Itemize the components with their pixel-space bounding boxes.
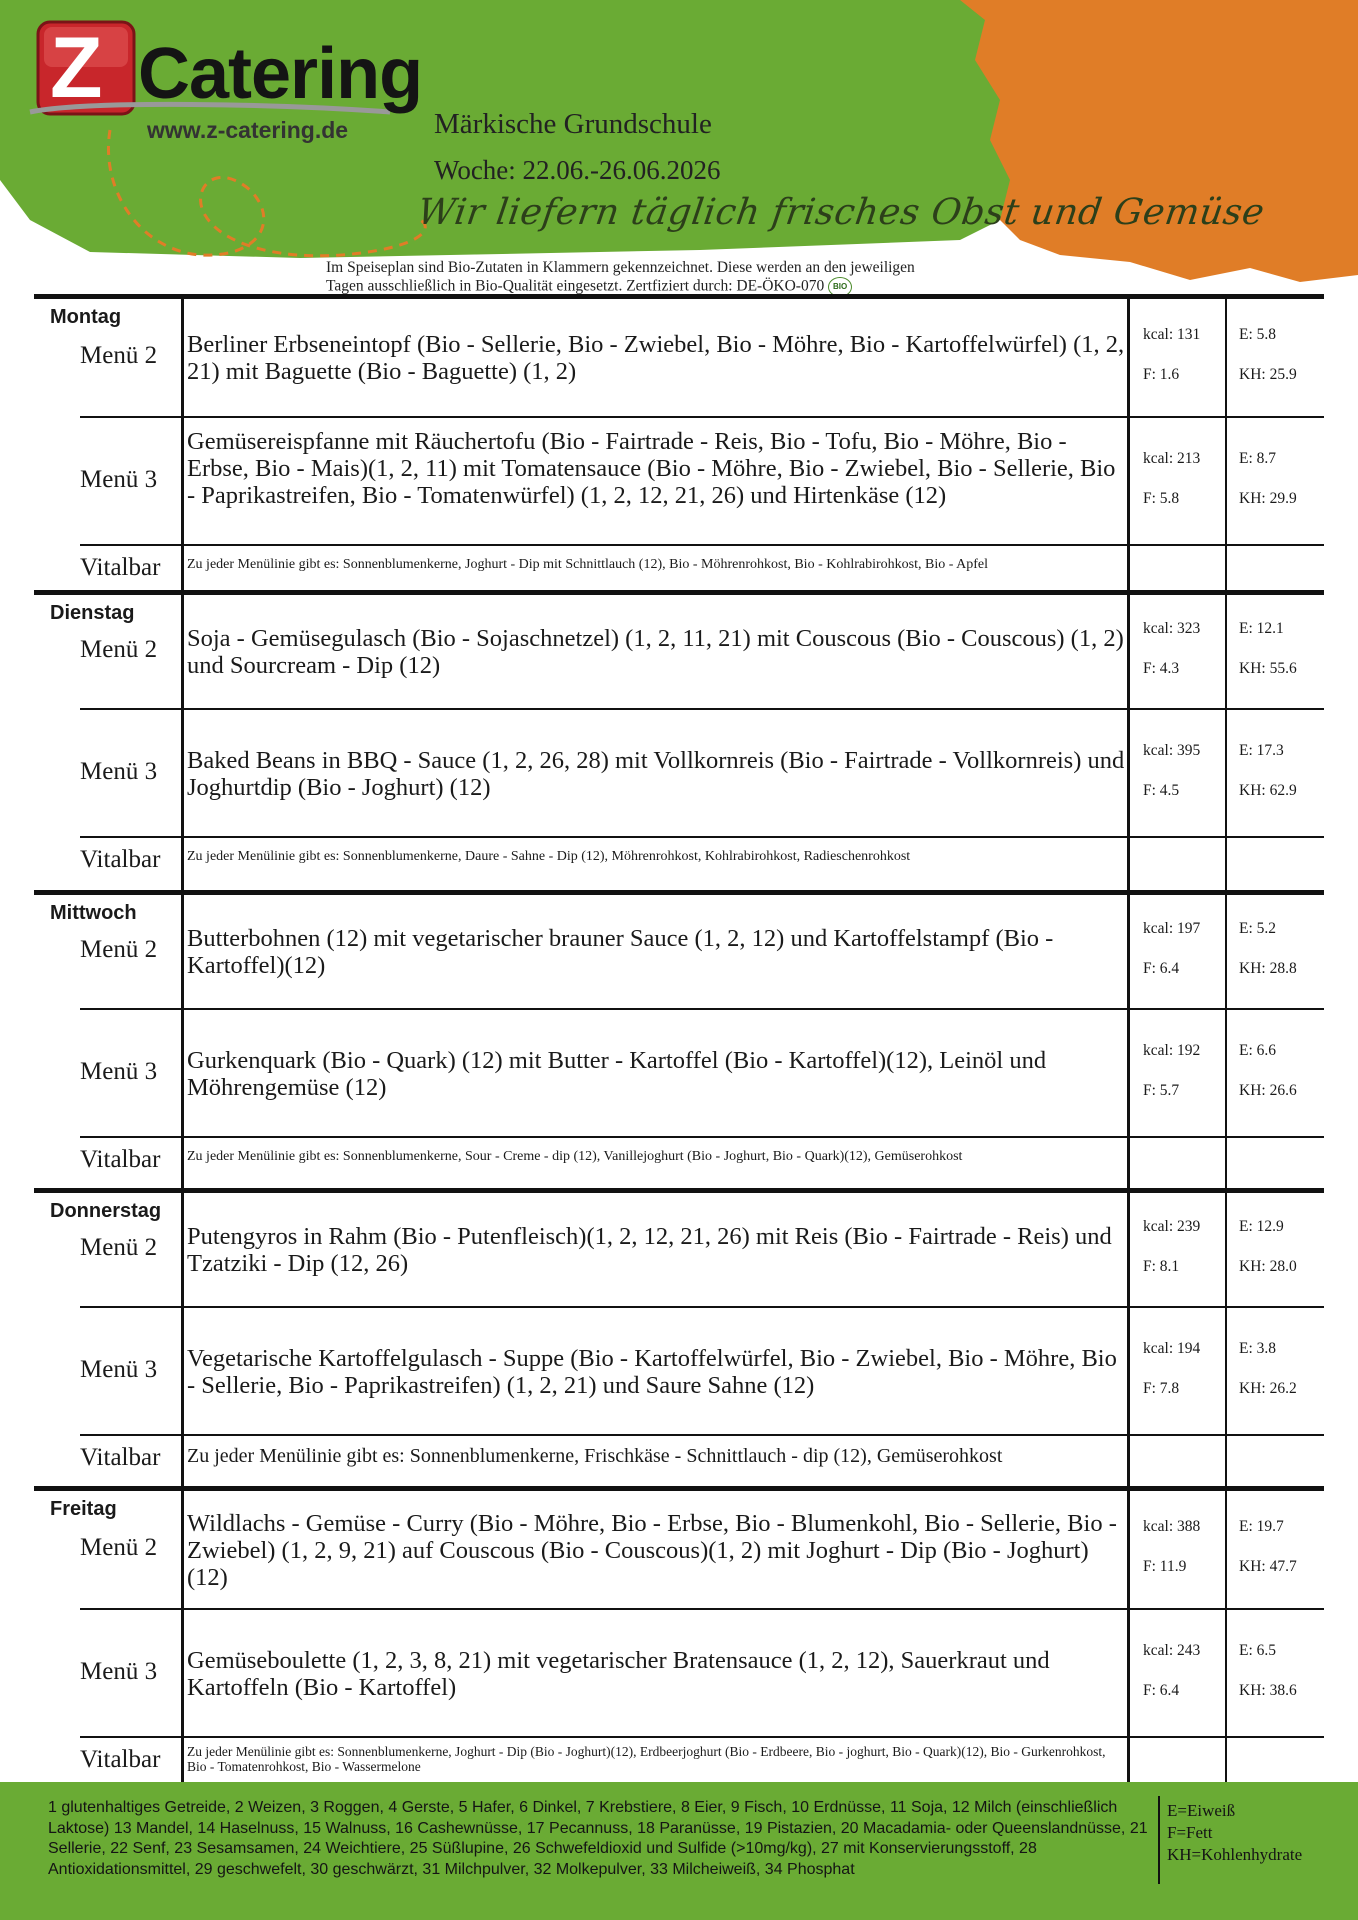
legend-divider [1158, 1796, 1160, 1884]
row-separator [80, 1736, 1324, 1738]
nutrition-f: F: 1.6 [1143, 366, 1180, 383]
bio-badge-icon: BIO [828, 277, 852, 297]
nutrition-e: E: 5.8 [1239, 326, 1277, 343]
nutrition-kh: KH: 29.9 [1239, 490, 1297, 507]
vitalbar-text: Zu jeder Menülinie gibt es: Sonnenblumenkerne, Daure - Sahne - Dip (12), Möhrenrohkost, Kohlrabirohkost, Radieschenrohkost [187, 849, 911, 864]
menu-label: Menü 3 [80, 758, 158, 785]
nutrition-kcal: kcal: 197 [1143, 920, 1201, 937]
menu-label: Menü 2 [80, 1534, 158, 1561]
nutrition-f: F: 4.3 [1143, 660, 1180, 677]
nutrition-e: E: 6.5 [1239, 1642, 1277, 1659]
menu-description: Wildlachs - Gemüse - Curry (Bio - Möhre, Bio - Erbse, Bio - Blumenkohl, Bio - Sellerie, Bio - Zwiebel) (1, 2, 9, 21) auf Couscous (Bio - Couscous)(1, 2) mit Joghurt - Dip (Bio - Joghurt)(12) [187, 1509, 1117, 1591]
day-name-donnerstag: Donnerstag [50, 1200, 162, 1222]
menu-label: Menü 2 [80, 936, 158, 963]
nutrition-kcal: kcal: 323 [1143, 620, 1201, 637]
logo-wordmark: Catering [138, 34, 423, 114]
nutrition-f: F: 11.9 [1143, 1558, 1187, 1575]
menu-label: Menü 3 [80, 1058, 158, 1085]
row-separator [80, 1608, 1324, 1610]
nutrition-e: E: 19.7 [1239, 1518, 1284, 1535]
nutrition-f: F: 6.4 [1143, 960, 1180, 977]
vitalbar-text: Zu jeder Menülinie gibt es: Sonnenblumenkerne, Joghurt - Dip mit Schnittlauch (12), Bio - Möhrenrohkost, Bio - Kohlrabirohkost, Bio - Apfel [187, 557, 988, 572]
row-separator [80, 1306, 1324, 1308]
nutrition-f: F: 6.4 [1143, 1682, 1180, 1699]
nutrition-f: F: 4.5 [1143, 782, 1180, 799]
nutrition-legend [1167, 1800, 1302, 1866]
menu-label: Menü 2 [80, 1234, 158, 1261]
vitalbar-label: Vitalbar [80, 846, 161, 873]
nutrition-kcal: kcal: 213 [1143, 450, 1201, 467]
nutrition-e: E: 5.2 [1239, 920, 1277, 937]
nutrition-e: E: 12.9 [1239, 1218, 1284, 1235]
nutrition-kh: KH: 38.6 [1239, 1682, 1297, 1699]
week-range: Woche: 22.06.-26.06.2026 [434, 155, 721, 185]
row-separator [80, 1434, 1324, 1436]
nutrition-kcal: kcal: 192 [1143, 1042, 1201, 1059]
menu-description: Gemüseboulette (1, 2, 3, 8, 21) mit vegetarischer Bratensauce (1, 2, 12), Sauerkraut und Kartoffeln (Bio - Kartoffel) [187, 1647, 1050, 1701]
vitalbar-text: Zu jeder Menülinie gibt es: Sonnenblumenkerne, Sour - Creme - dip (12), Vanillejoghurt (Bio - Joghurt, Bio - Quark)(12), Gemüserohkost [187, 1149, 963, 1164]
allergen-list: 1 glutenhaltiges Getreide, 2 Weizen, 3 Roggen, 4 Gerste, 5 Hafer, 6 Dinkel, 7 Krebstiere, 8 Eier, 9 Fisch, 10 Erdnüsse, 11 Soja, 12 Milch (einschließlich Laktose) 13 Mandel, 14 Haselnuss, 15 Walnuss, 16 Cashewnüsse, 17 Pecannuss, 18 Paranüsse, 19 Pistazien, 20 Macadamia- oder Queenslandnüsse, 21 Sellerie, 22 Senf, 23 Sesamsamen, 24 Weichtiere, 25 Süßlupine, 26 Schwefeldioxid und Sulfide (>10mg/kg), 27 mit Konservierungsstoff, 28 Antioxidationsmittel, 29 geschwefelt, 30 geschwärzt, 31 Milchpulver, 32 Molkepulver, 33 Milcheiweiß, 34 Phosphat [48, 1799, 1148, 1878]
vitalbar-text: Zu jeder Menülinie gibt es: Sonnenblumenkerne, Joghurt - Dip (Bio - Joghurt)(12), Erdbeerjoghurt (Bio - Erdbeere, Bio - joghurt, Bio - Quark)(12), Bio - Gurkenrohkost, Bio - Tomatenrohkost, Bio - Wassermelone [187, 1744, 1106, 1774]
nutrition-kcal: kcal: 395 [1143, 742, 1201, 759]
vitalbar-label: Vitalbar [80, 1746, 161, 1773]
day-separator [34, 1486, 1324, 1491]
row-separator [80, 544, 1324, 546]
nutrition-kh: KH: 28.8 [1239, 960, 1297, 977]
menu-description: Berliner Erbseneintopf (Bio - Sellerie, Bio - Zwiebel, Bio - Möhre, Bio - Kartoffelwürfel) (1, 2, 21) mit Baguette (Bio - Baguette) (1, 2) [187, 331, 1125, 385]
day-name-dienstag: Dienstag [50, 602, 135, 624]
nutrition-f: F: 5.7 [1143, 1082, 1180, 1099]
nutrition-e: E: 6.6 [1239, 1042, 1277, 1059]
nutrition-kh: KH: 47.7 [1239, 1558, 1297, 1575]
vitalbar-label: Vitalbar [80, 1146, 161, 1173]
day-separator [34, 890, 1324, 895]
logo-url: www.z-catering.de [147, 117, 349, 143]
bio-note [326, 259, 915, 297]
nutrition-kh: KH: 25.9 [1239, 366, 1297, 383]
menu-label: Menü 3 [80, 466, 158, 493]
nutrition-e: E: 12.1 [1239, 620, 1284, 637]
column-divider-macros [1225, 296, 1227, 1782]
vitalbar-label: Vitalbar [80, 554, 161, 581]
nutrition-kcal: kcal: 388 [1143, 1518, 1201, 1535]
nutrition-f: F: 7.8 [1143, 1380, 1180, 1397]
menu-description: Vegetarische Kartoffelgulasch - Suppe (Bio - Kartoffelwürfel, Bio - Zwiebel, Bio - Möhre, Bio - Sellerie, Bio - Paprikastreifen) (1, 2, 21) und Saure Sahne (12) [187, 1345, 1117, 1399]
nutrition-e: E: 17.3 [1239, 742, 1284, 759]
menu-description: Gemüsereispfanne mit Räuchertofu (Bio - Fairtrade - Reis, Bio - Tofu, Bio - Möhre, Bio - Erbse, Bio - Mais)(1, 2, 11) mit Tomatensauce (Bio - Möhre, Bio - Zwiebel, Bio - Sellerie, Bio - Paprikastreifen, Bio - Tomatenwürfel) (1, 2, 12, 21, 26) und Hirtenkäse (12) [187, 428, 1116, 509]
row-separator [80, 836, 1324, 838]
menu-description: Soja - Gemüsegulasch (Bio - Sojaschnetzel) (1, 2, 11, 21) mit Couscous (Bio - Couscous) (1, 2) und Sourcream - Dip (12) [187, 625, 1124, 679]
nutrition-kh: KH: 26.6 [1239, 1082, 1297, 1099]
nutrition-e: E: 8.7 [1239, 450, 1277, 467]
nutrition-kcal: kcal: 194 [1143, 1340, 1201, 1357]
day-separator [34, 294, 1324, 299]
menu-description: Baked Beans in BBQ - Sauce (1, 2, 26, 28) mit Vollkornreis (Bio - Fairtrade - Vollkornreis) und Joghurtdip (Bio - Joghurt) (12) [187, 747, 1125, 801]
nutrition-kcal: kcal: 131 [1143, 326, 1201, 343]
legend-fat: F=Fett [1167, 1823, 1213, 1842]
column-divider-nutrition [1127, 296, 1130, 1782]
school-name: Märkische Grundschule [434, 108, 712, 140]
vitalbar-text: Zu jeder Menülinie gibt es: Sonnenblumenkerne, Frischkäse - Schnittlauch - dip (12), Gemüserohkost [187, 1445, 1003, 1467]
bio-note-line-1: Im Speiseplan sind Bio-Zutaten in Klammern gekennzeichnet. Diese werden an den jeweiligen [326, 259, 915, 276]
menu-table [0, 296, 1358, 1782]
menu-label: Menü 3 [80, 1658, 158, 1685]
bio-note-line-2-text: Tagen ausschließlich in Bio-Qualität eingesetzt. Zertfiziert durch: DE-ÖKO-070 [326, 277, 825, 295]
nutrition-kh: KH: 62.9 [1239, 782, 1297, 799]
nutrition-f: F: 8.1 [1143, 1258, 1180, 1275]
nutrition-e: E: 3.8 [1239, 1340, 1277, 1357]
menu-label: Menü 2 [80, 342, 158, 369]
day-name-freitag: Freitag [50, 1498, 117, 1520]
nutrition-kh: KH: 55.6 [1239, 660, 1297, 677]
row-separator [80, 1136, 1324, 1138]
orange-splash [960, 0, 1358, 282]
day-separator [34, 1188, 1324, 1193]
nutrition-kcal: kcal: 239 [1143, 1218, 1201, 1235]
legend-protein: E=Eiweiß [1167, 1801, 1236, 1820]
day-separator [34, 590, 1324, 595]
menu-label: Menü 2 [80, 636, 158, 663]
legend-carbs: KH=Kohlenhydrate [1167, 1845, 1303, 1864]
menu-description: Putengyros in Rahm (Bio - Putenfleisch)(1, 2, 12, 21, 26) mit Reis (Bio - Fairtrade - Reis) und Tzatziki - Dip (12, 26) [187, 1223, 1112, 1277]
day-name-mittwoch: Mittwoch [50, 902, 137, 924]
day-name-montag: Montag [50, 306, 122, 328]
column-divider-menu [181, 296, 184, 1782]
menu-label: Menü 3 [80, 1356, 158, 1383]
vitalbar-label: Vitalbar [80, 1444, 161, 1471]
row-separator [80, 708, 1324, 710]
nutrition-kh: KH: 28.0 [1239, 1258, 1297, 1275]
menu-description: Butterbohnen (12) mit vegetarischer brauner Sauce (1, 2, 12) und Kartoffelstampf (Bio - Kartoffel)(12) [187, 925, 1054, 979]
row-separator [80, 416, 1324, 418]
nutrition-f: F: 5.8 [1143, 490, 1180, 507]
nutrition-kcal: kcal: 243 [1143, 1642, 1201, 1659]
slogan: Wir liefern täglich frisches Obst und Gemüse [415, 192, 1268, 233]
nutrition-kh: KH: 26.2 [1239, 1380, 1297, 1397]
logo-letter: Z [50, 20, 103, 116]
menu-description: Gurkenquark (Bio - Quark) (12) mit Butter - Kartoffel (Bio - Kartoffel)(12), Leinöl und Möhrengemüse (12) [187, 1047, 1047, 1101]
row-separator [80, 1008, 1324, 1010]
